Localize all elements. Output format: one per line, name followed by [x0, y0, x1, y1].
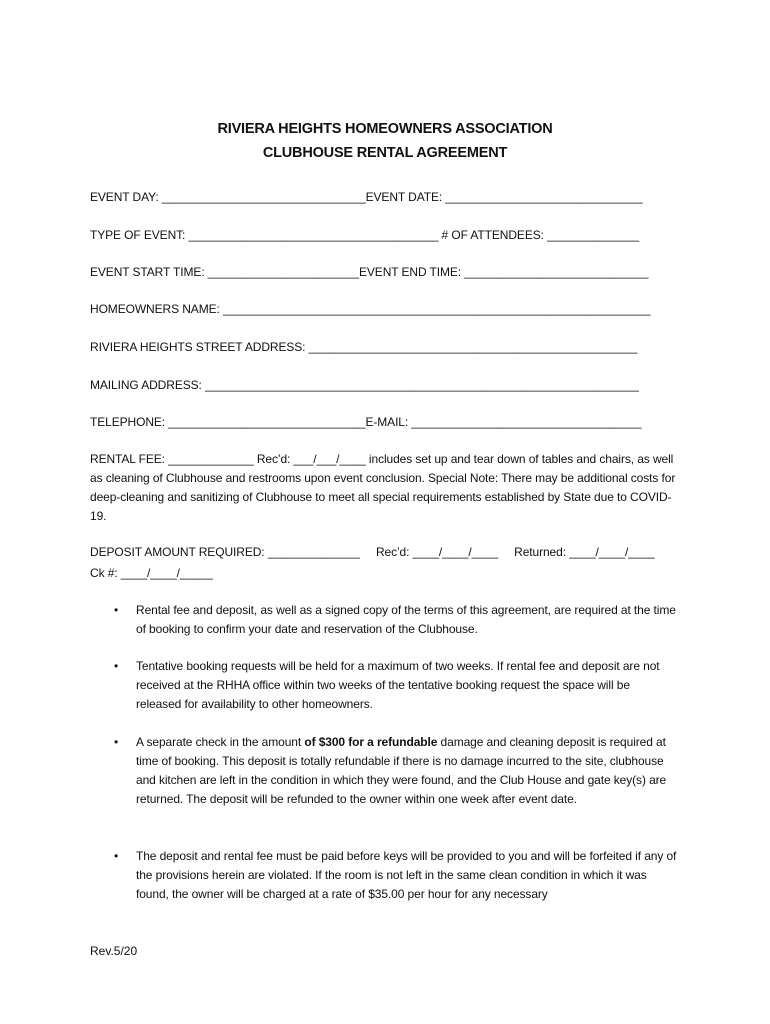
telephone-email-field: TELEPHONE: ______________________________E-MAIL: ___________________________________	[90, 415, 642, 429]
list-item	[114, 657, 678, 714]
list-item	[114, 601, 678, 639]
event-times-field: EVENT START TIME: _______________________EVENT END TIME: ____________________________	[90, 265, 649, 279]
homeowners-name-field: HOMEOWNERS NAME: _________________________________________________________________	[90, 302, 651, 316]
revision-label: Rev.5/20	[90, 944, 138, 958]
rental-fee-paragraph: RENTAL FEE: _____________ Rec’d: ___/___/____ includes set up and tear down of tables and chairs, as well as cleaning of Clubhouse and restrooms upon event conclusion. Special Note: There may be additional costs for deep-cleaning and sanitizing of Clubhouse to meet all special requirements established by State due to COVID-19.	[90, 452, 676, 523]
list-item-text: Tentative booking requests will be held for a maximum of two weeks. If rental fee and deposit are not received at the RHHA office within two weeks of the tentative booking request the space will be released for availability to other homeowners.	[136, 659, 660, 711]
document-title: RIVIERA HEIGHTS HOMEOWNERS ASSOCIATION	[217, 121, 553, 137]
bullet-icon: •	[114, 735, 119, 749]
check-number-field: Ck #: ____/____/_____	[90, 566, 213, 580]
deposit-amount-field: DEPOSIT AMOUNT REQUIRED: ______________ Rec’d: ____/____/____ Returned: ____/____/____	[90, 545, 655, 559]
list-item-text-post: damage and cleaning deposit is required at time of booking. This deposit is totally refundable if there is no damage incurred to the site, clubhouse and kitchen are left in the condition in which they were found, and the Club House and gate key(s) are returned. The deposit will be refunded to the owner within one week after event date.	[136, 735, 667, 806]
list-item-text: The deposit and rental fee must be paid before keys will be provided to you and will be forfeited if any of the provisions herein are violated. If the room is not left in the same clean condition in which it was found, the owner will be charged at a rate of $35.00 per hour for any necessary	[136, 849, 677, 901]
bullet-icon: •	[114, 603, 119, 617]
mailing-address-field: MAILING ADDRESS: __________________________________________________________________	[90, 378, 639, 392]
bullet-icon: •	[114, 659, 119, 673]
list-item-text-pre: A separate check in the amount	[136, 735, 305, 749]
deposit-amount-emphasis: of $300 for a refundable	[304, 735, 438, 749]
event-type-attendees-field: TYPE OF EVENT: ______________________________________ # OF ATTENDEES: ______________	[90, 228, 640, 242]
bullet-icon: •	[114, 849, 119, 863]
event-day-date-field: EVENT DAY: _______________________________EVENT DATE: ______________________________	[90, 190, 643, 204]
street-address-field: RIVIERA HEIGHTS STREET ADDRESS: __________________________________________________	[90, 340, 638, 354]
list-item-text: Rental fee and deposit, as well as a signed copy of the terms of this agreement, are required at the time of booking to confirm your date and reservation of the Clubhouse.	[136, 603, 676, 636]
document-subtitle: CLUBHOUSE RENTAL AGREEMENT	[262, 145, 508, 161]
list-item	[114, 847, 678, 904]
list-item	[114, 733, 678, 809]
list-item-text	[118, 733, 678, 809]
